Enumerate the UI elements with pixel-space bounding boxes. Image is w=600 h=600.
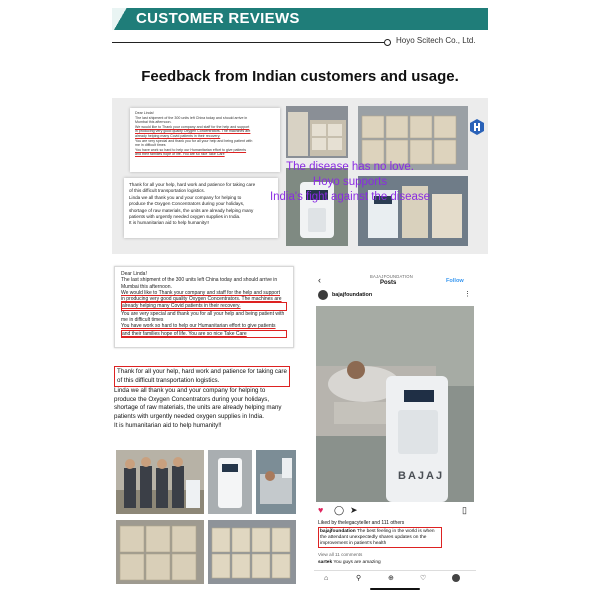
- thanks-line: It is humanitarian aid to help humanity!!: [114, 421, 222, 429]
- letter-line: You are very special and thank you for all your help and being patient with: [135, 138, 253, 143]
- patient-photo: [256, 450, 296, 514]
- overlay-line-1: The disease has no love.: [286, 161, 414, 173]
- ig-view-comments[interactable]: View all 11 comments: [318, 552, 363, 557]
- thanks-paragraph: [114, 366, 302, 430]
- letter-line-highlight: already helping many Covid patients in their recovery.: [121, 302, 287, 310]
- ig-liked-by: Liked by thelegacyteller and 111 others: [318, 520, 405, 526]
- search-icon[interactable]: ⚲: [356, 575, 362, 582]
- avatar[interactable]: [318, 290, 328, 300]
- letter-line: me in difficult times: [121, 317, 164, 324]
- ig-caption-user[interactable]: bajajfoundation: [320, 529, 356, 534]
- thanks-line: patients with urgently needed oxygen supplies in India.: [129, 214, 241, 220]
- letter-line: The last shipment of the 300 units left China today and should arrive in: [135, 115, 248, 120]
- letter-line: in producing very good quality Oxygen Concentrators. The machines are: [135, 129, 251, 134]
- ig-comment: [318, 560, 381, 565]
- thanks-highlight-box: [114, 366, 290, 387]
- ig-comment-user[interactable]: sartek: [318, 560, 333, 565]
- ig-username[interactable]: bajajfoundation: [332, 292, 373, 298]
- letter-line: Mumbai this afternoon.: [135, 120, 172, 125]
- chevron-left-icon[interactable]: ‹: [318, 275, 321, 285]
- profile-icon[interactable]: [452, 574, 460, 582]
- shipment-photo-2: [208, 520, 296, 584]
- device-label: BAJAJ: [398, 470, 445, 482]
- letter-line-highlight: and their families hope of life. You are so nice Take Care: [121, 330, 287, 338]
- letter-greeting: Dear Linda!: [135, 111, 154, 115]
- thanks-line: It is humanitarian aid to help humanity!!: [129, 220, 209, 226]
- ig-bottom-nav: [314, 570, 476, 584]
- warehouse-photo: [286, 106, 348, 158]
- header-rule: [112, 42, 384, 43]
- letter-card: [114, 266, 294, 348]
- overlay-line-2: Hoyo supports: [312, 176, 388, 188]
- letter-line: You have work so hard to help our Humanitarian effort to give patients: [135, 147, 247, 152]
- company-name: Hoyo Scitech Co., Ltd.: [396, 36, 476, 45]
- thanks-line: Thank for all your help, hard work and patience for taking care: [129, 182, 256, 187]
- overlay-slogan: [230, 160, 470, 205]
- bookmark-icon[interactable]: ▯: [462, 505, 467, 515]
- home-indicator: [370, 588, 420, 590]
- ig-caption-text: The best feeling in the world is when the attendant unexpectedly shares updates on the improvement in patient's health: [320, 529, 435, 546]
- letter-line: in producing very good quality Oxygen Concentrators. The machines are: [121, 296, 282, 303]
- rule-dot: [384, 39, 391, 46]
- letter-line: already helping many Covid patients in their recovery.: [135, 133, 221, 138]
- ig-account-header: BAJAJFOUNDATION: [370, 274, 413, 279]
- shipment-photo-1: [116, 520, 204, 584]
- letter-greeting: Dear Linda!: [121, 271, 147, 277]
- brand-logo: [468, 118, 486, 136]
- more-icon[interactable]: ⋮: [464, 291, 471, 298]
- add-icon[interactable]: ⊕: [388, 575, 394, 582]
- thanks-line: produce the Oxygen Concentrators during your holidays,: [129, 201, 245, 207]
- thanks-line: Linda we all thank you and your company for helping to: [129, 194, 242, 200]
- letter-line: and their families hope of life. You are so nice Take Care: [135, 152, 225, 157]
- thanks-line: of this difficult transportation logistics.: [117, 376, 220, 384]
- ig-follow-button[interactable]: Follow: [446, 278, 464, 284]
- ig-caption: [318, 527, 442, 548]
- heart-icon[interactable]: ♥: [318, 505, 324, 515]
- thanks-line: produce the Oxygen Concentrators during your holidays,: [114, 395, 270, 403]
- letter-line: The last shipment of the 300 units left China today and should arrive in: [121, 277, 278, 284]
- instagram-post: [314, 268, 476, 594]
- activity-icon[interactable]: ♡: [420, 575, 427, 582]
- send-icon[interactable]: ➤: [350, 505, 358, 515]
- thanks-line: Thank for all your help, hard work and patience for taking care: [117, 368, 287, 375]
- thanks-line: shortage of raw materials, the units are already helping many: [129, 207, 254, 213]
- ig-comment-text: You guys are amazing: [333, 560, 381, 565]
- overlay-line-3: India's fight against the disease: [269, 191, 431, 203]
- comment-icon[interactable]: ◯: [334, 505, 345, 515]
- ig-post-image: [316, 306, 474, 502]
- ig-header: [314, 268, 476, 304]
- thanks-line: of this difficult transportation logistics.: [129, 188, 206, 194]
- thanks-line: patients with urgently needed oxygen supplies in India.: [114, 412, 264, 420]
- letter-line: We would like to Thank your company and staff for the help and support: [135, 124, 250, 129]
- page-title: CUSTOMER REVIEWS: [136, 10, 300, 27]
- letter-line: Mumbai this afternoon.: [121, 283, 172, 290]
- thanks-line: Linda we all thank you and your company for helping to: [114, 387, 266, 395]
- letter-line: You have work so hard to help our Humanitarian effort to give patients: [121, 323, 276, 330]
- letter-line: You are very special and thank you for all your help and being patient with: [121, 310, 285, 317]
- ig-posts-label: Posts: [380, 280, 397, 286]
- thanks-line: shortage of raw materials, the units are already helping many: [114, 404, 282, 412]
- headline: Feedback from Indian customers and usage.: [141, 68, 459, 85]
- team-photo: [116, 450, 204, 514]
- home-icon[interactable]: ⌂: [324, 575, 329, 582]
- letter-line: We would like to Thank your company and staff for the help and support: [121, 289, 280, 296]
- device-photo: [208, 450, 252, 514]
- letter-line: me in difficult times: [135, 143, 166, 148]
